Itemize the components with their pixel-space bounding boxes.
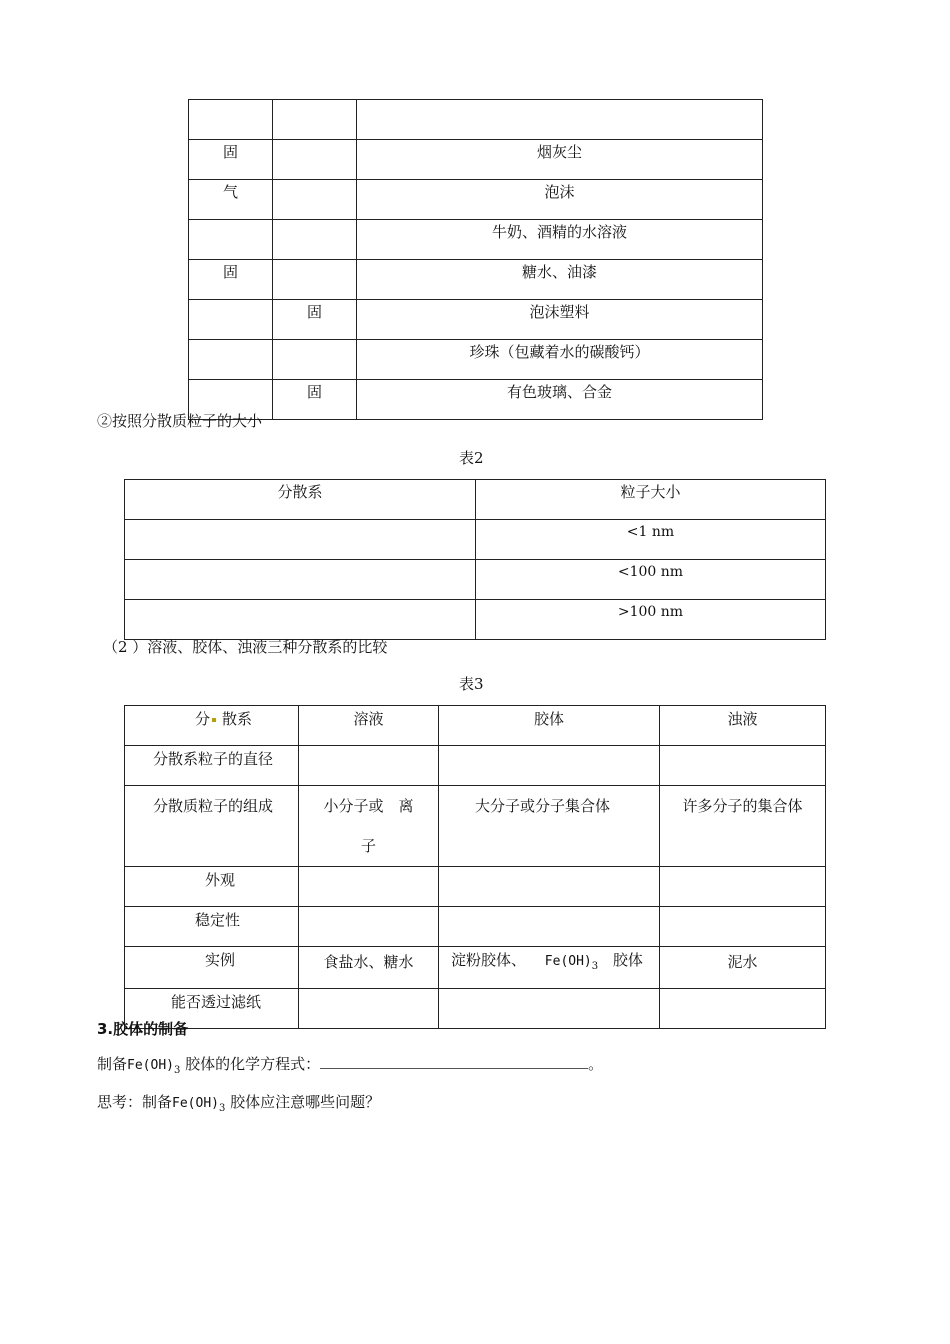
composition-suspension: 许多分子的集合体 xyxy=(660,786,826,867)
table-cell xyxy=(189,300,273,340)
table-cell xyxy=(439,867,660,907)
table-cell: 烟灰尘 xyxy=(357,140,763,180)
table3-caption: 表3 xyxy=(459,675,484,693)
table-cell: 固 xyxy=(189,260,273,300)
header-dispersion-system: 分 散系 xyxy=(125,706,299,746)
header-solution: 溶液 xyxy=(299,706,439,746)
table-row xyxy=(125,947,826,989)
table-cell xyxy=(189,220,273,260)
table-cell xyxy=(299,989,439,1029)
table-row xyxy=(125,600,826,640)
row-label-stability: 稳定性 xyxy=(125,907,299,947)
table-cell xyxy=(439,989,660,1029)
table-cell xyxy=(125,560,476,600)
table-cell: >100 nm xyxy=(476,600,826,640)
section-particle-size: ②按照分散质粒子的大小 xyxy=(97,412,263,430)
table-header-row xyxy=(125,480,826,520)
row-label-example: 实例 xyxy=(125,947,299,989)
table-cell xyxy=(273,180,357,220)
row-label-composition: 分散质粒子的组成 xyxy=(125,786,299,867)
row-label-filter: 能否透过滤纸 xyxy=(125,989,299,1029)
table-cell xyxy=(273,260,357,300)
table-cell: 泡沫 xyxy=(357,180,763,220)
table-cell xyxy=(439,746,660,786)
table-row xyxy=(189,140,763,180)
table-cell: 气 xyxy=(189,180,273,220)
table-cell xyxy=(189,100,273,140)
composition-solution: 小分子或 离子 xyxy=(299,786,439,867)
table-row xyxy=(125,907,826,947)
table-cell: 固 xyxy=(273,380,357,420)
table-row xyxy=(125,786,826,867)
table-cell: 泡沫塑料 xyxy=(357,300,763,340)
section3-title: 3.胶体的制备 xyxy=(97,1020,189,1038)
dispersion-classification-table xyxy=(188,99,763,420)
table-cell: 固 xyxy=(273,300,357,340)
table-cell xyxy=(273,140,357,180)
table-cell xyxy=(357,100,763,140)
particle-size-table xyxy=(124,479,826,640)
think-question: 思考：制备$Fe(OH)_3$ 胶体应注意哪些问题？ xyxy=(97,1093,381,1114)
table-row xyxy=(125,560,826,600)
example-suspension: 泥水 xyxy=(660,947,826,989)
dispersion-comparison-table xyxy=(124,705,826,1029)
table-cell xyxy=(273,340,357,380)
table-cell xyxy=(273,220,357,260)
table-cell xyxy=(660,746,826,786)
table-row xyxy=(125,746,826,786)
example-solution: 食盐水、糖水 xyxy=(299,947,439,989)
row-label-diameter: 分散系粒子的直径 xyxy=(125,746,299,786)
table-row xyxy=(189,260,763,300)
header-dispersion-system: 分散系 xyxy=(125,480,476,520)
table-cell xyxy=(125,600,476,640)
highlight-dot xyxy=(212,718,216,722)
table-cell: 固 xyxy=(189,140,273,180)
example-colloid: 淀粉胶体、 $Fe(OH)_3$ 胶体 xyxy=(439,947,660,989)
table-cell: 有色玻璃、合金 xyxy=(357,380,763,420)
table-cell xyxy=(299,907,439,947)
section-compare: （2 ）溶液、胶体、浊液三种分散系的比较 xyxy=(103,638,388,656)
table-cell: 糖水、油漆 xyxy=(357,260,763,300)
table-cell xyxy=(125,520,476,560)
header-particle-size: 粒子大小 xyxy=(476,480,826,520)
prep-question: 制备$Fe(OH)_3$ 胶体的化学方程式： 。 xyxy=(97,1055,604,1076)
answer-blank[interactable] xyxy=(320,1054,588,1069)
table-row xyxy=(125,520,826,560)
table-cell xyxy=(299,746,439,786)
header-colloid: 胶体 xyxy=(439,706,660,746)
table-cell xyxy=(660,907,826,947)
table-row xyxy=(189,180,763,220)
table-row xyxy=(189,220,763,260)
table-row xyxy=(189,380,763,420)
table-row xyxy=(125,867,826,907)
table-row xyxy=(189,100,763,140)
table-row xyxy=(189,340,763,380)
table2-caption: 表2 xyxy=(459,449,484,467)
table-cell xyxy=(439,907,660,947)
table-row xyxy=(189,300,763,340)
table-row xyxy=(125,989,826,1029)
table-cell: <100 nm xyxy=(476,560,826,600)
composition-colloid: 大分子或分子集合体 xyxy=(439,786,660,867)
row-label-appearance: 外观 xyxy=(125,867,299,907)
table-cell xyxy=(189,340,273,380)
table-cell xyxy=(660,989,826,1029)
table-cell: 珍珠（包藏着水的碳酸钙） xyxy=(357,340,763,380)
table-header-row xyxy=(125,706,826,746)
table-cell xyxy=(299,867,439,907)
table-cell: 牛奶、酒精的水溶液 xyxy=(357,220,763,260)
table-cell xyxy=(273,100,357,140)
table-cell xyxy=(660,867,826,907)
table-cell: <1 nm xyxy=(476,520,826,560)
header-suspension: 浊液 xyxy=(660,706,826,746)
